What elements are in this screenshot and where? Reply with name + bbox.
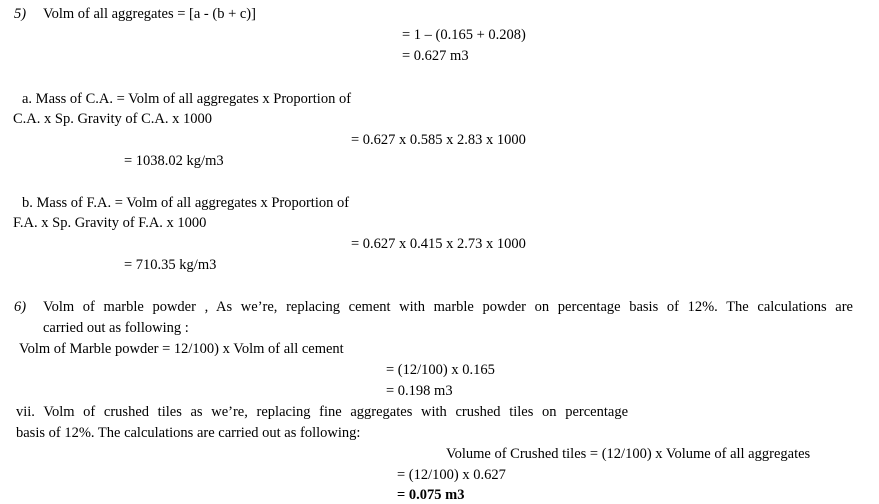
item-a-line-1: a. Mass of C.A. = Volm of all aggregates x Proportion of [22, 91, 352, 107]
section-6-line-1: Volm of marble powder , As we’re, replacing cement with marble powder on percentage basis of 12%. The calculations are [43, 299, 853, 315]
section-6-calc-1: = (12/100) x 0.165 [386, 362, 495, 378]
section-5-calc-2: = 0.627 m3 [402, 48, 469, 64]
section-6-number: 6) [14, 299, 27, 315]
item-a-result: = 1038.02 kg/m3 [124, 153, 224, 169]
section-7-formula: Volume of Crushed tiles = (12/100) x Volume of all aggregates [446, 446, 811, 462]
item-a-calc: = 0.627 x 0.585 x 2.83 x 1000 [351, 132, 526, 148]
section-5-calc-1: = 1 – (0.165 + 0.208) [402, 27, 526, 43]
item-b-line-2: F.A. x Sp. Gravity of F.A. x 1000 [13, 215, 207, 231]
section-5-heading: Volm of all aggregates = [a - (b + c)] [43, 6, 256, 22]
item-b-result: = 710.35 kg/m3 [124, 257, 217, 273]
section-7-line-1: vii. Volm of crushed tiles as we’re, replacing fine aggregates with crushed tiles on percentage [16, 404, 628, 420]
section-7-line-2: basis of 12%. The calculations are carried out as following: [16, 425, 361, 441]
section-7-result: = 0.075 m3 [397, 487, 465, 503]
item-a-line-2: C.A. x Sp. Gravity of C.A. x 1000 [13, 111, 212, 127]
section-6-calc-2: = 0.198 m3 [386, 383, 453, 399]
section-6-line-2: carried out as following : [43, 320, 189, 336]
section-7-calc-1: = (12/100) x 0.627 [397, 467, 506, 483]
item-b-line-1: b. Mass of F.A. = Volm of all aggregates x Proportion of [22, 195, 350, 211]
section-6-formula: Volm of Marble powder = 12/100) x Volm of all cement [19, 341, 344, 357]
item-b-calc: = 0.627 x 0.415 x 2.73 x 1000 [351, 236, 526, 252]
section-5-number: 5) [14, 6, 27, 22]
